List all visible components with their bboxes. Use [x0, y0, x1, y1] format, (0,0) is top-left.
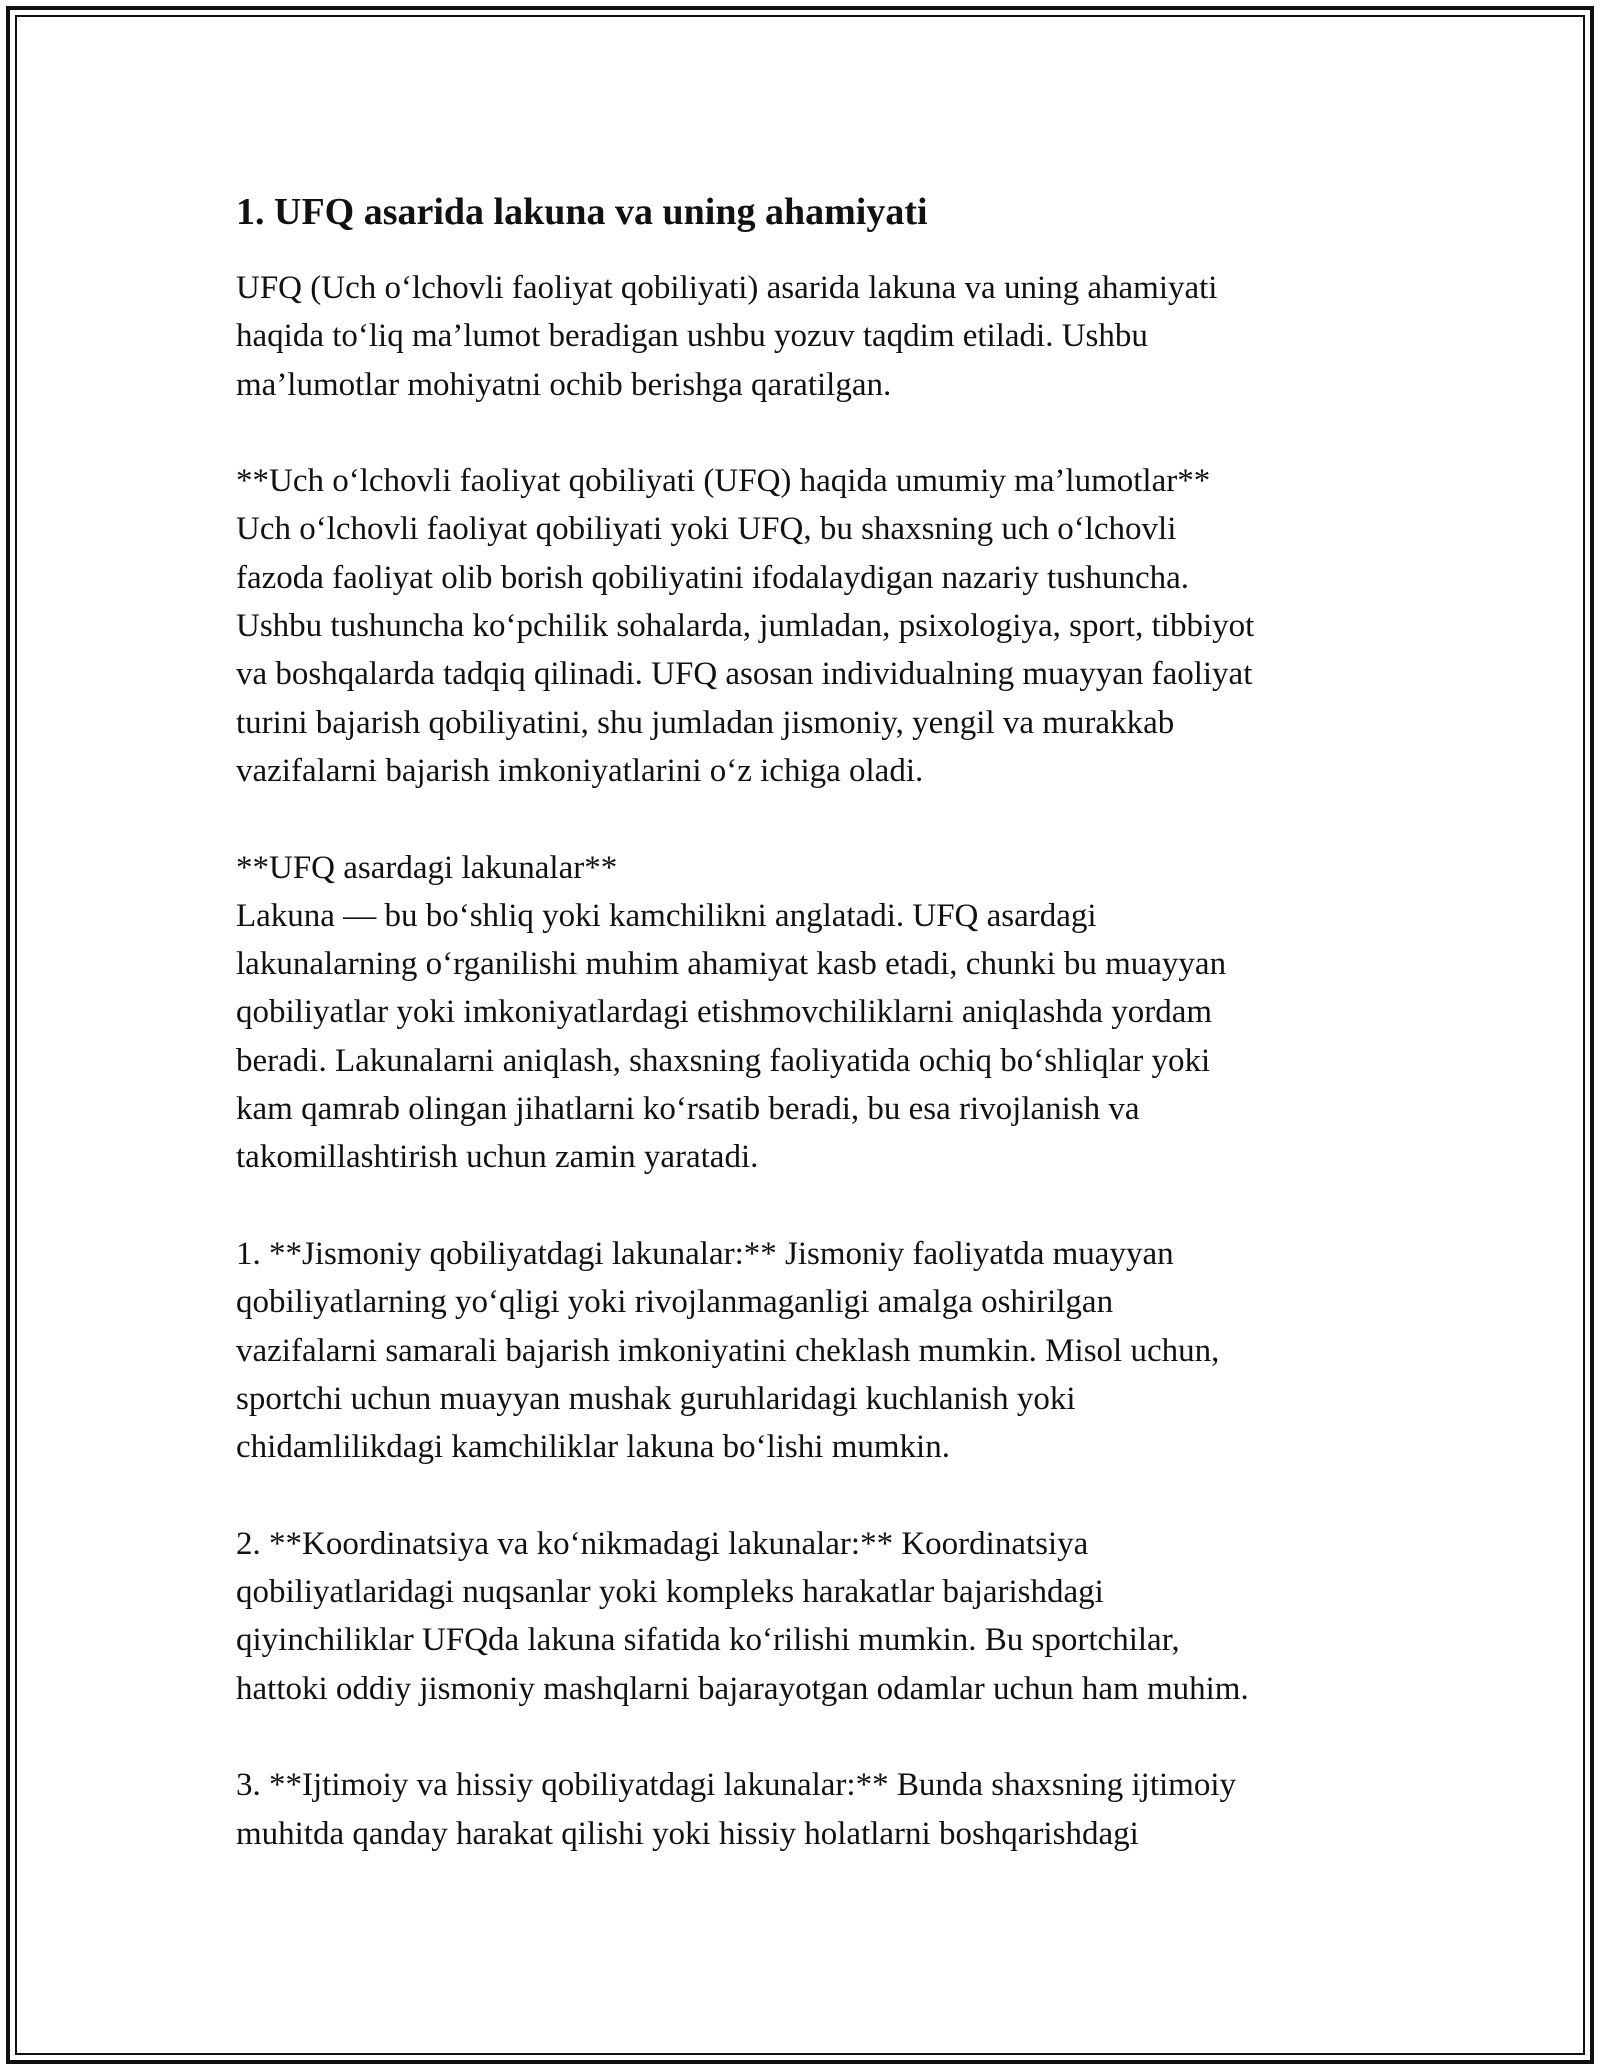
paragraph-line: qobiliyatlarning yo‘qligi yoki rivojlanmaganligi amalga oshirilgan: [236, 1284, 1114, 1321]
paragraph-line: qobiliyatlaridagi nuqsanlar yoki kompleks harakatlar bajarishdagi: [236, 1574, 1104, 1611]
paragraph-line: va boshqalarda tadqiq qilinadi. UFQ asosan individualning muayyan faoliyat: [236, 656, 1253, 693]
paragraph-line: UFQ (Uch o‘lchovli faoliyat qobiliyati) asarida lakuna va uning ahamiyati: [236, 270, 1218, 306]
paragraph-line: vazifalarni samarali bajarish imkoniyatini cheklash mumkin. Misol uchun,: [236, 1332, 1220, 1369]
paragraph-ufq-overview: [236, 457, 1376, 795]
paragraph-line: takomillashtirish uchun zamin yaratadi.: [236, 1139, 759, 1176]
paragraph-line: haqida to‘liq ma’lumot beradigan ushbu yozuv taqdim etiladi. Ushbu: [236, 318, 1148, 355]
paragraph-line: Ushbu tushuncha ko‘pchilik sohalarda, jumladan, psixologiya, sport, tibbiyot: [236, 608, 1255, 645]
paragraph-line: muhitda qanday harakat qilishi yoki hissiy holatlarni boshqarishdagi: [236, 1815, 1139, 1852]
document-title: 1. UFQ asarida lakuna va uning ahamiyati: [236, 191, 928, 233]
paragraph-line: turini bajarish qobiliyatini, shu jumladan jismoniy, yengil va murakkab: [236, 704, 1175, 741]
paragraph-line: qiyinchiliklar UFQda lakuna sifatida ko‘rilishi mumkin. Bu sportchilar,: [236, 1622, 1180, 1659]
paragraph-line: lakunalarning o‘rganilishi muhim ahamiyat kasb etadi, chunki bu muayyan: [236, 946, 1227, 983]
paragraph-line: ma’lumotlar mohiyatni ochib berishga qaratilgan.: [236, 366, 892, 403]
paragraph-line: hattoki oddiy jismoniy mashqlarni bajarayotgan odamlar uchun ham muhim.: [236, 1670, 1249, 1707]
paragraph-line: 1. **Jismoniy qobiliyatdagi lakunalar:** Jismoniy faoliyatda muayyan: [236, 1235, 1174, 1272]
paragraph-line: chidamlilikdagi kamchiliklar lakuna bo‘lishi mumkin.: [236, 1429, 950, 1466]
paragraph-line: **UFQ asardagi lakunalar**: [236, 849, 618, 886]
paragraph-line: beradi. Lakunalarni aniqlash, shaxsning faoliyatida ochiq bo‘shliqlar yoki: [236, 1042, 1211, 1079]
paragraph-lacunae: [236, 844, 1376, 1182]
paragraph-line: Uch o‘lchovli faoliyat qobiliyati yoki UFQ, bu shaxsning uch o‘lchovli: [236, 511, 1177, 548]
paragraph-line: qobiliyatlar yoki imkoniyatlardagi etishmovchiliklarni aniqlashda yordam: [236, 994, 1213, 1031]
paragraph-intro: [236, 264, 1376, 409]
paragraph-line: kam qamrab olingan jihatlarni ko‘rsatib beradi, bu esa rivojlanish va: [236, 1091, 1140, 1128]
paragraph-line: **Uch o‘lchovli faoliyat qobiliyati (UFQ) haqida umumiy ma’lumotlar**: [236, 463, 1211, 500]
list-item-coordination: [236, 1520, 1376, 1713]
document-body: [236, 186, 1376, 1906]
list-item-physical: [236, 1230, 1376, 1471]
paragraph-line: sportchi uchun muayyan mushak guruhlaridagi kuchlanish yoki: [236, 1380, 1076, 1417]
paragraph-line: 3. **Ijtimoiy va hissiy qobiliyatdagi lakunalar:** Bunda shaxsning ijtimoiy: [236, 1767, 1236, 1804]
paragraph-line: vazifalarni bajarish imkoniyatlarini o‘z ichiga oladi.: [236, 752, 924, 789]
paragraph-line: Lakuna — bu bo‘shliq yoki kamchilikni anglatadi. UFQ asardagi: [236, 897, 1097, 934]
paragraph-line: fazoda faoliyat olib borish qobiliyatini ifodalaydigan nazariy tushuncha.: [236, 559, 1190, 596]
paragraph-line: 2. **Koordinatsiya va ko‘nikmadagi lakunalar:** Koordinatsiya: [236, 1525, 1089, 1562]
list-item-social-emotional: [236, 1761, 1376, 1858]
